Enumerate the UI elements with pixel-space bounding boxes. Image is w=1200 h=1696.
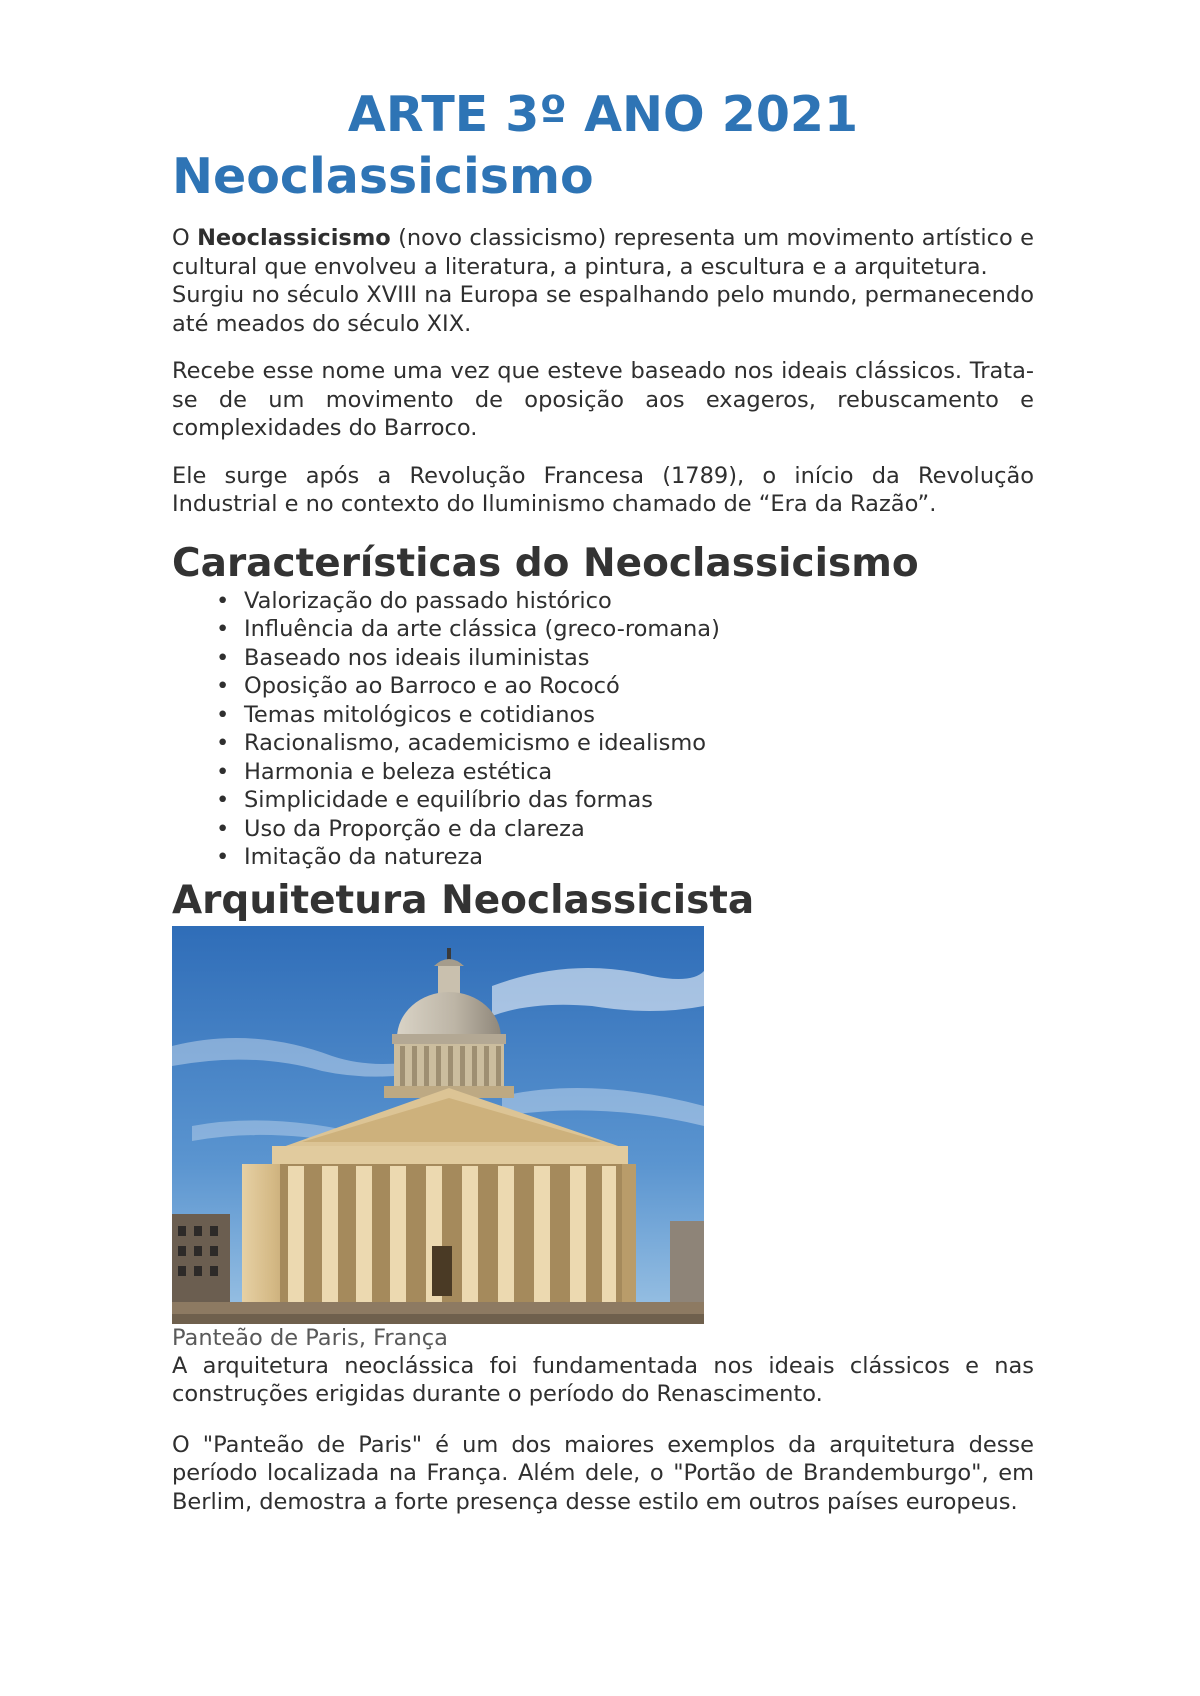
- characteristics-heading: Características do Neoclassicismo: [172, 540, 919, 586]
- bullet-icon: •: [216, 616, 230, 642]
- title-line-2: Neoclassicismo: [172, 148, 594, 205]
- bullet-icon: •: [216, 673, 230, 699]
- document-page: [172, 84, 1034, 1516]
- bullet-icon: •: [216, 644, 230, 671]
- list-item: • Uso da Proporção e da clareza: [216, 815, 585, 842]
- list-item: • Harmonia e beleza estética: [216, 758, 553, 785]
- image-caption: Panteão de Paris, França: [172, 1324, 448, 1351]
- pantheon-photo: [172, 926, 704, 1324]
- bullet-icon: •: [216, 787, 230, 813]
- title-line-1: ARTE 3º ANO 2021: [347, 86, 859, 143]
- list-item: • Imitação da natureza: [216, 844, 484, 870]
- list-item: • Simplicidade e equilíbrio das formas: [216, 787, 653, 813]
- bullet-icon: •: [216, 758, 230, 785]
- architecture-heading: Arquitetura Neoclassicista: [172, 877, 755, 923]
- list-item: • Temas mitológicos e cotidianos: [216, 701, 595, 728]
- architecture-paragraph-1: A arquitetura neoclássica foi fundamentada nos ideais clássicos e nas construções erigidas durante o período do Renascimento.: [172, 1352, 1034, 1407]
- list-item: • Oposição ao Barroco e ao Rococó: [216, 673, 620, 699]
- list-item: • Baseado nos ideais iluministas: [216, 644, 590, 671]
- document-title: [172, 84, 1034, 208]
- bullet-icon: •: [216, 815, 230, 842]
- architecture-paragraph-2: O "Panteão de Paris" é um dos maiores exemplos da arquitetura desse período localizada na França. Além dele, o "Portão de Brandemburgo", em Berlim, demostra a forte presença desse estilo em outros países europeus.: [172, 1431, 1034, 1515]
- bullet-icon: •: [216, 587, 230, 614]
- intro-paragraph-2: Surgiu no século XVIII na Europa se espalhando pelo mundo, permanecendo até meados do século XIX.: [172, 282, 1034, 337]
- intro-paragraph-4: Ele surge após a Revolução Francesa (1789), o início da Revolução Industrial e no contexto do Iluminismo chamado de “Era da Razão”.: [172, 462, 1034, 517]
- list-item: • Valorização do passado histórico: [216, 587, 612, 614]
- list-item: • Racionalismo, academicismo e idealismo: [216, 730, 707, 756]
- intro-prefix: O: [172, 225, 198, 251]
- bullet-icon: •: [216, 730, 230, 756]
- characteristics-list: [172, 587, 1034, 872]
- bullet-icon: •: [216, 844, 230, 870]
- list-item: • Influência da arte clássica (greco-romana): [216, 616, 720, 642]
- bullet-icon: •: [216, 701, 230, 728]
- intro-paragraph-3: Recebe esse nome uma vez que esteve baseado nos ideais clássicos. Trata-se de um movimento de oposição aos exageros, rebuscamento e complexidades do Barroco.: [172, 358, 1034, 441]
- intro-bold-term: Neoclassicismo: [197, 225, 391, 251]
- intro-rest: (novo classicismo) representa um movimento artístico e cultural que envolveu a literatura, a pintura, a escultura e a arquitetura.: [172, 225, 1034, 280]
- intro-paragraph-1: [172, 224, 1034, 281]
